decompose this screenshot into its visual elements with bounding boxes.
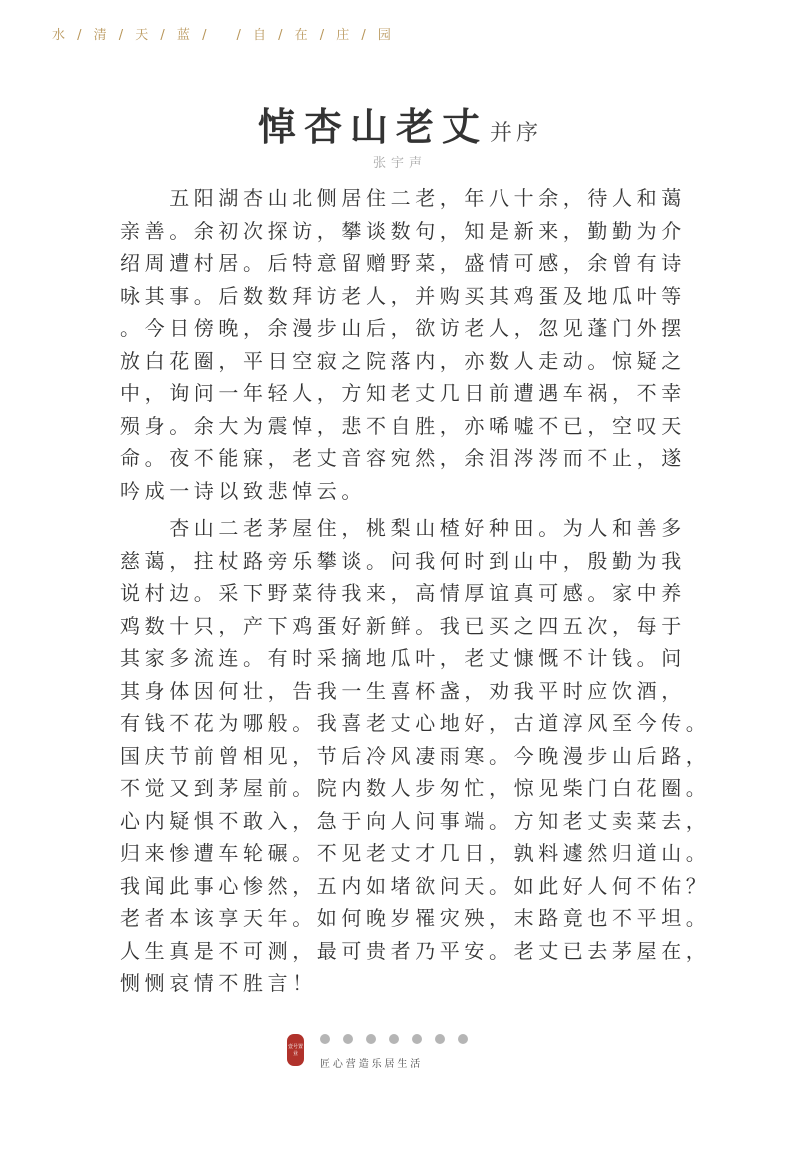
- seal-logo-icon: [287, 1034, 304, 1066]
- poem-line: 说村边。采下野菜待我来，高情厚谊真可感。家中养: [120, 581, 686, 605]
- page-title: 悼杏山老丈: [257, 104, 488, 149]
- title-row: [0, 96, 800, 151]
- poem-line: 慈蔼，拄杖路旁乐攀谈。问我何时到山中，殷勤为我: [120, 548, 686, 573]
- header-left: 水 / 清 / 天 / 蓝 /: [52, 28, 211, 43]
- preface-line: 五阳湖杏山北侧居住二老，年八十余，待人和蔼: [120, 186, 686, 210]
- decorative-dot: [343, 1034, 353, 1044]
- poem-line: 杏山二老茅屋住，桃梨山楂好种田。为人和善多: [120, 516, 686, 540]
- preface-line: 命。夜不能寐，老丈音容宛然，余泪涔涔而不止，遂: [120, 446, 686, 470]
- decorative-dot: [412, 1034, 422, 1044]
- decorative-dot: [366, 1034, 376, 1044]
- poem-line: 归来惨遭车轮碾。不见老丈才几日，孰料遽然归道山。: [120, 841, 711, 865]
- poem-line: 其家多流连。有时采摘地瓜叶，老丈慷慨不计钱。问: [120, 646, 686, 670]
- preface-line: 咏其事。后数数拜访老人，并购买其鸡蛋及地瓜叶等: [120, 283, 686, 308]
- author-name: 张宇声: [372, 156, 427, 171]
- poem-line: 我闻此事心惨然，五内如堵欲问天。如此好人何不佑？: [120, 873, 711, 898]
- poem-line: 其身体因何壮，告我一生喜杯盏，劝我平时应饮酒，: [120, 678, 686, 703]
- preface-line: 殒身。余大为震悼，悲不自胜，亦唏嘘不已，空叹天: [120, 413, 686, 438]
- preface-line: 吟成一诗以致悲悼云。: [120, 478, 366, 503]
- preface-line: 放白花圈，平日空寂之院落内，亦数人走动。惊疑之: [120, 348, 686, 373]
- preface-line: 。今日傍晚，余漫步山后，欲访老人，忽见蓬门外摆: [120, 316, 686, 340]
- decorative-dot: [458, 1034, 468, 1044]
- decorative-dot: [389, 1034, 399, 1044]
- preface-line: 亲善。余初次探访，攀谈数句，知是新来，勤勤为介: [120, 218, 686, 243]
- decorative-dot: [435, 1034, 445, 1044]
- poem-line: 不觉又到茅屋前。院内数人步匆忙，惊见柴门白花圈。: [120, 776, 711, 800]
- header-right: / 自 / 在 / 庄 / 园: [236, 28, 395, 43]
- dot-row: [320, 1034, 468, 1044]
- preface-line: 中，询问一年轻人，方知老丈几日前遭遇车祸，不幸: [120, 381, 686, 405]
- poem-line: 恻恻哀情不胜言！: [120, 971, 317, 995]
- poem-line: 有钱不花为哪般。我喜老丈心地好，古道淳风至今传。: [120, 711, 711, 735]
- poem-line: 人生真是不可测，最可贵者乃平安。老丈已去茅屋在，: [120, 938, 711, 963]
- footer-brand: [287, 1028, 487, 1074]
- poem-line: 老者本该享天年。如何晚岁罹灾殃，末路竟也不平坦。: [120, 906, 711, 930]
- poem-text: [120, 512, 711, 1000]
- brand-slogan: 匠心营造乐居生活: [320, 1059, 424, 1070]
- seal-logo-text: 壹号置业: [287, 1044, 303, 1057]
- preface-line: 绍周遭村居。后特意留赠野菜，盛情可感，余曾有诗: [120, 251, 686, 275]
- decorative-dot: [320, 1034, 330, 1044]
- section-header: [52, 24, 395, 43]
- poem-line: 鸡数十只，产下鸡蛋好新鲜。我已买之四五次，每于: [120, 613, 686, 638]
- page-subtitle: 并序: [490, 121, 543, 146]
- preface-text: [120, 182, 686, 507]
- poem-line: 国庆节前曾相见，节后冷风凄雨寒。今晚漫步山后路，: [120, 743, 711, 768]
- poem-line: 心内疑惧不敢入，急于向人问事端。方知老丈卖菜去，: [120, 808, 711, 833]
